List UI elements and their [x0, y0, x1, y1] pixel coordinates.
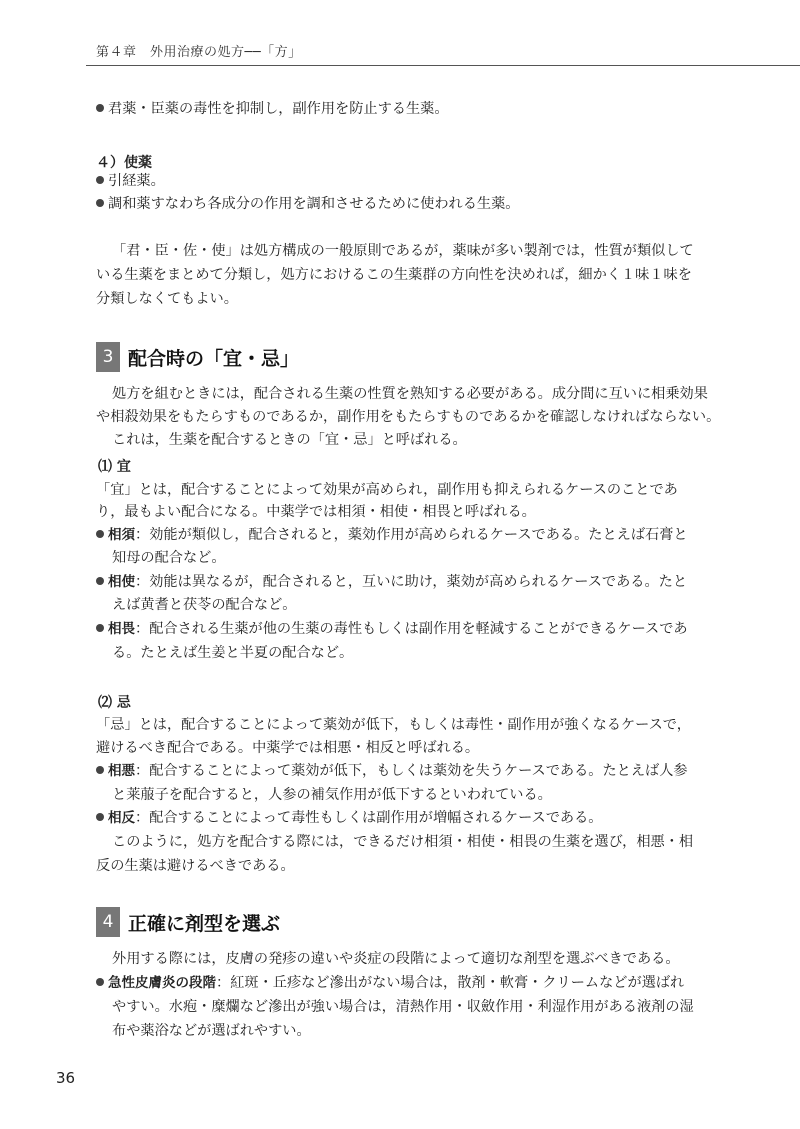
- subheading-shiyaku: ４）使薬: [96, 155, 152, 171]
- bullet-icon: [96, 813, 104, 821]
- bullet-icon: [96, 978, 104, 986]
- paragraph-line: 避けるべき配合である。中薬学では相悪・相反と呼ばれる。: [96, 740, 480, 756]
- paragraph-line: 外用する際には，皮膚の発疹の違いや炎症の段階によって適切な剤型を選ぶべきである。: [112, 951, 680, 967]
- definition-text: ：配合される生薬が他の生薬の毒性もしくは副作用を軽減することができるケースであ: [135, 621, 688, 637]
- definition-text: ：効能が類似し，配合されると，薬効作用が高められるケースである。たとえば石膏と: [135, 527, 688, 543]
- paragraph-line: このように，処方を配合する際には，できるだけ相須・相使・相畏の生薬を選び，相悪・相: [112, 834, 694, 850]
- subheading-ki: ⑵ 忌: [98, 695, 131, 711]
- paragraph-line: 分類しなくてもよい。: [96, 291, 238, 307]
- section-number: 4: [96, 907, 120, 937]
- paragraph-line: 「忌」とは，配合することによって薬効が低下，もしくは毒性・副作用が強くなるケースで，: [96, 717, 691, 733]
- section-number: 3: [96, 342, 120, 372]
- definition-continuation: 布や薬浴などが選ばれやすい。: [112, 1023, 311, 1039]
- definition-continuation: と莱菔子を配合すると，人参の補気作用が低下するといわれている。: [112, 787, 552, 803]
- bullet-item: [96, 98, 449, 120]
- bullet-text: 君薬・臣薬の毒性を抑制し，副作用を防止する生薬。: [108, 101, 449, 117]
- bullet-icon: [96, 199, 104, 207]
- paragraph-line: 処方を組むときには，配合される生薬の性質を熟知する必要がある。成分間に互いに相乗効果: [112, 386, 708, 402]
- paragraph-line: 反の生薬は避けるべきである。: [96, 858, 295, 874]
- definition-item: [96, 524, 688, 546]
- bullet-item: [96, 193, 519, 215]
- definition-item: [96, 972, 684, 994]
- definition-continuation: やすい。水疱・糜爛など滲出が強い場合は，清熱作用・収斂作用・利湿作用がある液剤の湿: [112, 999, 694, 1015]
- paragraph-line: や相殺効果をもたらすものであるか，副作用をもたらすものであるかを確認しなければならない。: [96, 409, 721, 425]
- bullet-icon: [96, 104, 104, 112]
- bullet-text: 引経薬。: [108, 173, 165, 189]
- section-heading-3: [96, 342, 299, 372]
- definition-item: [96, 760, 688, 782]
- header-rule: [86, 65, 800, 66]
- paragraph-line: いる生薬をまとめて分類し，処方におけるこの生薬群の方向性を決めれば，細かく１味１味を: [96, 267, 692, 283]
- definition-continuation: 知母の配合など。: [112, 550, 226, 566]
- definition-text: ：紅斑・丘疹など滲出がない場合は，散剤・軟膏・クリームなどが選ばれ: [216, 975, 685, 991]
- definition-continuation: る。たとえば生姜と半夏の配合など。: [112, 645, 354, 661]
- section-title: 正確に剤型を選ぶ: [128, 912, 281, 935]
- definition-text: ：配合することによって毒性もしくは副作用が増幅されるケースである。: [135, 810, 603, 826]
- bullet-icon: [96, 530, 104, 538]
- section-title: 配合時の「宜・忌」: [128, 347, 300, 370]
- page-number: 36: [56, 1069, 76, 1087]
- term-label: 相畏: [108, 621, 135, 637]
- bullet-icon: [96, 624, 104, 632]
- bullet-icon: [96, 766, 104, 774]
- term-label: 急性皮膚炎の段階: [108, 975, 216, 991]
- definition-item: [96, 618, 688, 640]
- paragraph-line: 「宜」とは，配合することによって効果が高められ，副作用も抑えられるケースのことであ: [96, 482, 678, 498]
- paragraph-line: これは，生薬を配合するときの「宜・忌」と呼ばれる。: [112, 432, 467, 448]
- bullet-icon: [96, 577, 104, 585]
- running-head: 第４章 外用治療の処方──「方」: [96, 45, 302, 60]
- term-label: 相須: [108, 527, 135, 543]
- bullet-item: [96, 170, 165, 192]
- bullet-icon: [96, 176, 104, 184]
- term-label: 相悪: [108, 763, 135, 779]
- definition-continuation: えば黄耆と茯苓の配合など。: [112, 597, 297, 613]
- definition-item: [96, 807, 602, 829]
- paragraph-line: り，最もよい配合になる。中薬学では相須・相使・相畏と呼ばれる。: [96, 504, 536, 520]
- definition-text: ：配合することによって薬効が低下，もしくは薬効を失うケースである。たとえば人参: [135, 763, 688, 779]
- subheading-gi: ⑴ 宜: [98, 459, 131, 475]
- definition-text: ：効能は異なるが，配合されると，互いに助け，薬効が高められるケースである。たと: [135, 574, 688, 590]
- section-heading-4: [96, 907, 280, 937]
- term-label: 相反: [108, 810, 135, 826]
- paragraph-line: 「君・臣・佐・使」は処方構成の一般原則であるが，薬味が多い製剤では，性質が類似して: [112, 243, 694, 259]
- term-label: 相使: [108, 574, 135, 590]
- bullet-text: 調和薬すなわち各成分の作用を調和させるために使われる生薬。: [108, 196, 520, 212]
- definition-item: [96, 571, 687, 593]
